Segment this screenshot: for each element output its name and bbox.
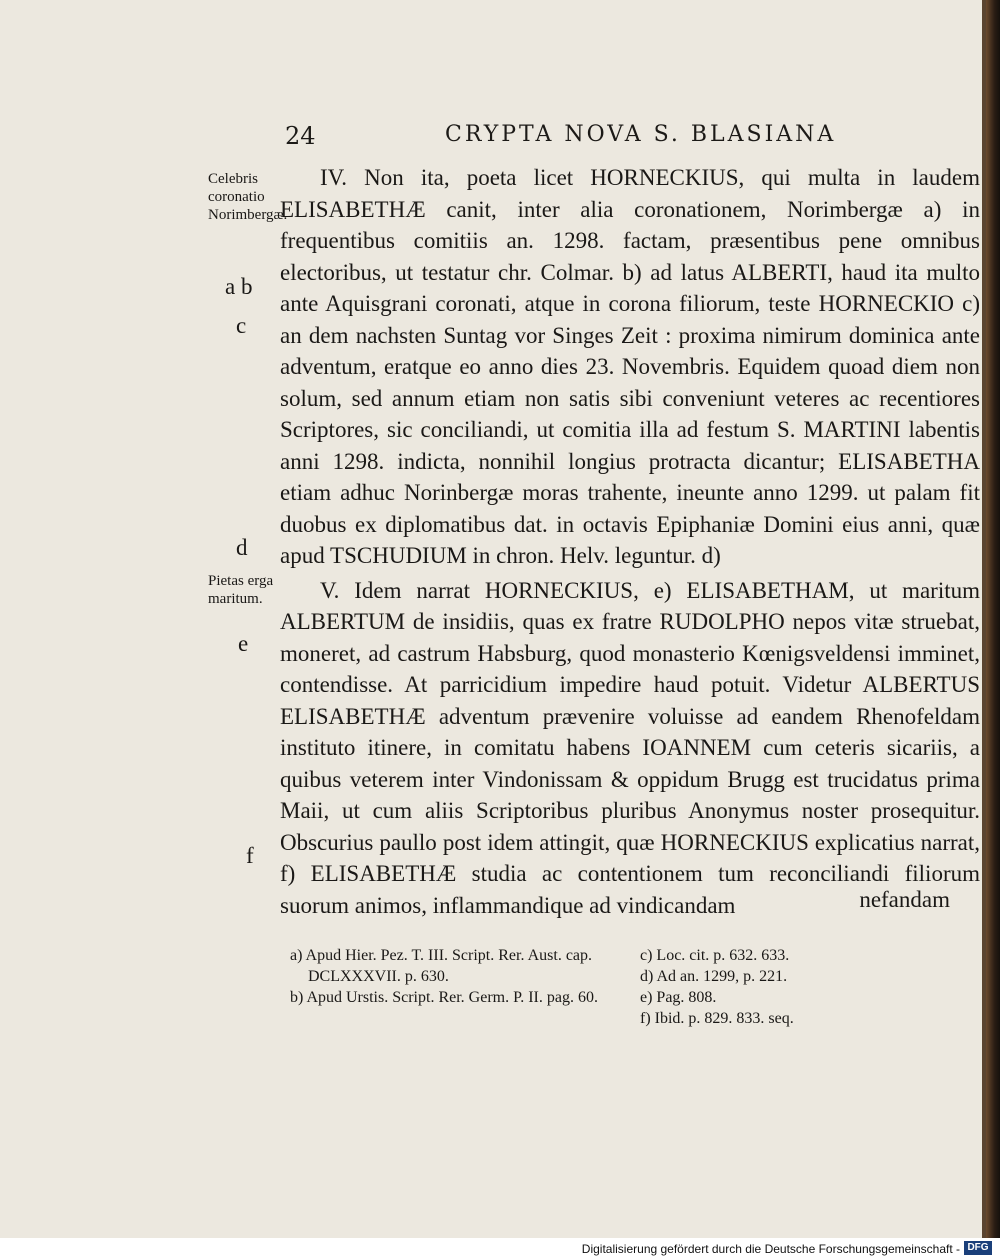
- margin-marker-e: e: [238, 631, 249, 656]
- footer-bar: [0, 1238, 1000, 1259]
- book-edge: [986, 0, 1000, 1238]
- footnote-e: e) Pag. 808.: [640, 989, 717, 1006]
- page-number: 24: [285, 122, 316, 150]
- margin-note-pietas: Pietas erga maritum.: [208, 573, 274, 607]
- paragraph-iv: IV. Non ita, poeta licet HORNECKIUS, qui multa in laudem ELISABETHÆ canit, inter alia coronationem, Norimbergæ a) in frequentibus comitiis an. 1298. factam, præsentibus pene omnibus electoribus, ut testatur chr. Colmar. b) ad latus ALBERTI, haud ita multo ante Aquisgrani coronati, atque in corona filiorum, teste HORNECKIO c) an dem nachsten Suntag vor Singes Zeit : proxima nimirum dominica ante adventum, eratque eo anno dies 23. Novembris. Equidem quoad diem non solum, sed annum etiam non satis sibi conveniunt veteres ac recentiores Scriptores, sic conciliandi, ut comitia illa ad festum S. MARTINI labentis anni 1298. indicta, nonnihil longius protracta dicantur; ELISABETHA etiam adhuc Norinbergæ moras trahente, ineunte anno 1299. ut palam fit duobus ex diplomatibus dat. in octavis Epiphaniæ Domini eius anni, quæ apud TSCHUDIUM in chron. Helv. leguntur. d): [280, 165, 980, 568]
- body-text: [280, 162, 980, 921]
- footnote-b: b) Apud Urstis. Script. Rer. Germ. P. II. pag. 60.: [290, 989, 598, 1006]
- margin-note-coronation: Celebris coronatio Norimbergæ.: [208, 171, 288, 223]
- dfg-logo: DFG: [964, 1241, 992, 1255]
- footnote-a: a) Apud Hier. Pez. T. III. Script. Rer. Aust. cap. DCLXXXVII. p. 630.: [290, 947, 593, 985]
- margin-marker-d: d: [236, 535, 248, 560]
- paragraph-v: V. Idem narrat HORNECKIUS, e) ELISABETHAM, ut maritum ALBERTUM de insidiis, quas ex fratre RUDOLPHO nepos vitæ struebat, moneret, ad castrum Habsburg, quod monasterio Kœnigsveldensi imminet, contendisse. At parricidium impedire haud potuit. Videtur ALBERTUS ELISABETHÆ adventum prævenire voluisse ad eandem Rhenofeldam instituto itinere, in comitatu habens IOANNEM cum ceteris sicariis, a quibus veterem inter Vindonissam & oppidum Brugg est trucidatus prima Maii, ut cum aliis Scriptoribus pluribus Anonymus noster prosequitur. Obscurius paullo post idem attingit, quæ HORNECKIUS explicatius narrat, f) ELISABETHÆ studia ac contentionem tum reconciliandi filiorum suorum animos, inflammandique ad vindicandam: [280, 577, 980, 918]
- footnotes-left-column: [290, 945, 640, 1008]
- catchword: nefandam: [859, 887, 950, 912]
- footnote-c: c) Loc. cit. p. 632. 633.: [640, 947, 790, 964]
- margin-marker-c: c: [236, 313, 247, 338]
- page-header: [285, 120, 980, 156]
- footer-credit: Digitalisierung gefördert durch die Deutsche Forschungsgemeinschaft -: [581, 1242, 960, 1256]
- footnotes-right-column: [640, 945, 880, 1029]
- margin-marker-f: f: [246, 843, 254, 868]
- margin-marker-ab: a b: [225, 274, 253, 299]
- footnote-f: f) Ibid. p. 829. 833. seq.: [640, 1010, 794, 1027]
- running-title: CRYPTA NOVA S. BLASIANA: [445, 122, 837, 147]
- footnote-d: d) Ad an. 1299, p. 221.: [640, 968, 788, 985]
